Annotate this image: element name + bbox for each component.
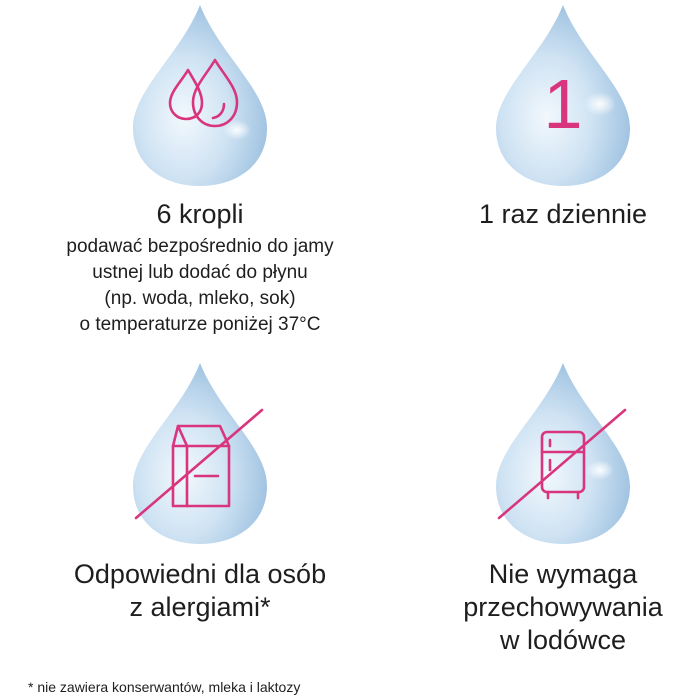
title-line: z alergiami* bbox=[129, 591, 271, 622]
dosage-description bbox=[20, 234, 380, 338]
frequency-title: 1 raz dziennie bbox=[478, 199, 648, 229]
description-line: o temperaturze poniżej 37°C bbox=[79, 314, 321, 336]
water-drop-2 bbox=[488, 0, 638, 190]
title-line: w lodówce bbox=[499, 624, 627, 655]
title-line: Odpowiedni dla osób bbox=[73, 559, 327, 589]
allergy-title bbox=[30, 558, 370, 624]
footnote: * nie zawiera konserwantów, mleka i laktozy bbox=[28, 679, 301, 695]
number-one-icon: 1 bbox=[543, 65, 583, 143]
description-line: (np. woda, mleko, sok) bbox=[104, 288, 296, 310]
dosage-title: 6 kropli bbox=[156, 199, 244, 229]
title-line: przechowywania bbox=[463, 591, 663, 622]
cross-out-line bbox=[493, 405, 633, 525]
title-line: Nie wymaga bbox=[488, 559, 638, 589]
description-line: ustnej lub dodać do płynu bbox=[92, 262, 308, 284]
water-drop-1 bbox=[125, 0, 275, 190]
description-line: podawać bezpośrednio do jamy bbox=[66, 236, 334, 257]
cross-out-line bbox=[130, 405, 270, 525]
storage-title bbox=[430, 558, 696, 657]
